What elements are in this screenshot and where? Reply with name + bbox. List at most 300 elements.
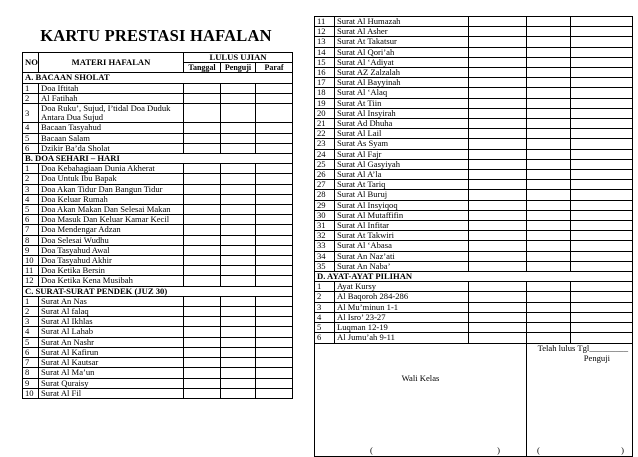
penguji-cell — [527, 180, 571, 190]
tanggal-cell — [469, 139, 527, 149]
tanggal-cell — [469, 333, 527, 343]
penguji-cell — [221, 347, 256, 357]
paraf-cell — [256, 378, 293, 388]
penguji-sign-cell — [527, 343, 633, 456]
row-number: 1 — [23, 296, 39, 306]
table-row — [23, 143, 293, 153]
row-materi: Surat AZ Zalzalah — [335, 68, 469, 78]
tanggal-cell — [469, 170, 527, 180]
penguji-cell — [527, 190, 571, 200]
penguji-cell — [527, 292, 571, 302]
table-header-row — [23, 53, 293, 63]
paraf-cell — [256, 388, 293, 398]
header-tanggal: Tanggal — [184, 63, 221, 73]
penguji-cell — [221, 174, 256, 184]
table-row — [315, 68, 633, 78]
penguji-cell — [527, 231, 571, 241]
row-number: 9 — [23, 378, 39, 388]
paraf-cell — [256, 296, 293, 306]
row-materi: Doa Selesai Wudhu — [39, 235, 184, 245]
tanggal-cell — [469, 149, 527, 159]
tanggal-cell — [469, 251, 527, 261]
penguji-cell — [221, 307, 256, 317]
bracket-open: ( — [537, 445, 540, 456]
row-number: 10 — [23, 256, 39, 266]
tanggal-cell — [184, 235, 221, 245]
row-materi: Surat Al Asher — [335, 27, 469, 37]
paraf-cell — [256, 174, 293, 184]
wali-kelas-label: Wali Kelas — [401, 372, 440, 383]
table-row — [23, 194, 293, 204]
paraf-cell — [256, 276, 293, 286]
tanggal-cell — [184, 83, 221, 93]
penguji-cell — [221, 296, 256, 306]
paraf-cell — [256, 123, 293, 133]
tanggal-cell — [469, 129, 527, 139]
tanggal-cell — [469, 180, 527, 190]
penguji-cell — [221, 378, 256, 388]
paraf-cell — [571, 323, 633, 333]
penguji-cell — [527, 170, 571, 180]
left-table-body — [23, 73, 293, 399]
row-number: 4 — [23, 194, 39, 204]
tanggal-cell — [184, 143, 221, 153]
row-materi: Bacaan Salam — [39, 133, 184, 143]
tanggal-cell — [184, 368, 221, 378]
row-materi: Surat At Takatsur — [335, 37, 469, 47]
tanggal-cell — [469, 261, 527, 271]
row-materi: Surat Al Ma’un — [39, 368, 184, 378]
penguji-cell — [221, 184, 256, 194]
row-number: 3 — [23, 317, 39, 327]
row-materi: Surat At Tiin — [335, 98, 469, 108]
row-number: 9 — [23, 245, 39, 255]
header-materi: MATERI HAFALAN — [39, 53, 184, 73]
paraf-cell — [571, 210, 633, 220]
row-number: 3 — [315, 302, 335, 312]
tanggal-cell — [469, 68, 527, 78]
table-row — [315, 210, 633, 220]
penguji-cell — [221, 358, 256, 368]
table-row — [315, 57, 633, 67]
table-row — [315, 261, 633, 271]
row-number: 4 — [23, 123, 39, 133]
table-row — [23, 174, 293, 184]
penguji-cell — [527, 251, 571, 261]
table-row — [23, 388, 293, 398]
row-number: 4 — [23, 327, 39, 337]
row-number: 5 — [23, 133, 39, 143]
header-no: NO — [23, 53, 39, 73]
paraf-cell — [571, 149, 633, 159]
penguji-cell — [527, 88, 571, 98]
row-materi: Doa Iftitah — [39, 83, 184, 93]
row-materi: Surat Al A’la — [335, 170, 469, 180]
bracket-open: ( — [370, 445, 373, 456]
tanggal-cell — [469, 200, 527, 210]
tanggal-cell — [469, 159, 527, 169]
section-header-row — [315, 272, 633, 282]
tanggal-cell — [469, 221, 527, 231]
row-materi: Surat An Naba’ — [335, 261, 469, 271]
paraf-cell — [256, 83, 293, 93]
paraf-cell — [256, 215, 293, 225]
penguji-cell — [527, 17, 571, 27]
tanggal-cell — [184, 378, 221, 388]
section-title: B. DOA SEHARI – HARI — [23, 154, 293, 164]
table-row — [23, 245, 293, 255]
tanggal-cell — [469, 302, 527, 312]
paraf-cell — [571, 129, 633, 139]
penguji-cell — [221, 276, 256, 286]
tanggal-cell — [469, 57, 527, 67]
row-materi: Doa Masuk Dan Keluar Kamar Kecil — [39, 215, 184, 225]
hafalan-table-left — [22, 52, 293, 399]
paraf-cell — [571, 200, 633, 210]
paraf-cell — [256, 104, 293, 123]
section-header-row — [23, 73, 293, 83]
row-materi: Doa Mendengar Adzan — [39, 225, 184, 235]
penguji-cell — [221, 205, 256, 215]
table-row — [315, 292, 633, 302]
row-materi: Surat Al Fil — [39, 388, 184, 398]
paraf-cell — [571, 68, 633, 78]
section-title: A. BACAAN SHOLAT — [23, 73, 293, 83]
table-row — [315, 27, 633, 37]
table-row — [23, 347, 293, 357]
row-materi: Doa Akan Makan Dan Selesai Makan — [39, 205, 184, 215]
table-row — [23, 235, 293, 245]
table-row — [315, 119, 633, 129]
penguji-cell — [527, 302, 571, 312]
paraf-cell — [571, 119, 633, 129]
tanggal-cell — [184, 205, 221, 215]
penguji-cell — [221, 327, 256, 337]
penguji-cell — [527, 241, 571, 251]
row-number: 6 — [315, 333, 335, 343]
row-materi: Al Fatihah — [39, 93, 184, 103]
tanggal-cell — [184, 266, 221, 276]
penguji-cell — [527, 323, 571, 333]
row-materi: Ayat Kursy — [335, 282, 469, 292]
penguji-cell — [221, 143, 256, 153]
row-number: 28 — [315, 190, 335, 200]
row-materi: Surat Al Qori’ah — [335, 47, 469, 57]
row-materi: Surat Al Kafirun — [39, 347, 184, 357]
row-number: 5 — [315, 323, 335, 333]
penguji-cell — [527, 312, 571, 322]
table-row — [23, 104, 293, 123]
row-materi: Surat Ad Dhuha — [335, 119, 469, 129]
penguji-cell — [221, 317, 256, 327]
tanggal-cell — [469, 210, 527, 220]
tanggal-cell — [184, 164, 221, 174]
paraf-cell — [571, 251, 633, 261]
row-materi: Doa Tasyahud Akhir — [39, 256, 184, 266]
penguji-cell — [221, 104, 256, 123]
paraf-cell — [571, 98, 633, 108]
penguji-cell — [221, 164, 256, 174]
row-materi: Surat Al Buruj — [335, 190, 469, 200]
paraf-cell — [256, 133, 293, 143]
row-number: 13 — [315, 37, 335, 47]
row-materi: Surat Quraisy — [39, 378, 184, 388]
tanggal-cell — [184, 225, 221, 235]
table-row — [315, 302, 633, 312]
table-row — [315, 251, 633, 261]
row-number: 5 — [23, 337, 39, 347]
tanggal-cell — [184, 245, 221, 255]
row-materi: Surat Al Humazah — [335, 17, 469, 27]
penguji-cell — [527, 78, 571, 88]
tanggal-cell — [469, 78, 527, 88]
paraf-cell — [571, 292, 633, 302]
penguji-cell — [221, 194, 256, 204]
penguji-cell — [221, 368, 256, 378]
row-materi: Surat An Nas — [39, 296, 184, 306]
paraf-cell — [256, 164, 293, 174]
paraf-cell — [256, 327, 293, 337]
paraf-cell — [256, 205, 293, 215]
tanggal-cell — [184, 317, 221, 327]
tanggal-cell — [469, 119, 527, 129]
row-number: 4 — [315, 312, 335, 322]
row-materi: Doa Untuk Ibu Bapak — [39, 174, 184, 184]
penguji-cell — [527, 98, 571, 108]
paraf-cell — [256, 317, 293, 327]
table-row — [23, 93, 293, 103]
penguji-cell — [527, 149, 571, 159]
tanggal-cell — [184, 327, 221, 337]
row-materi: Surat Al Fajr — [335, 149, 469, 159]
tanggal-cell — [469, 190, 527, 200]
row-materi: Surat Al Ikhlas — [39, 317, 184, 327]
row-materi: Surat Al Bayyinah — [335, 78, 469, 88]
penguji-cell — [221, 337, 256, 347]
page-title: KARTU PRESTASI HAFALAN — [40, 26, 272, 45]
tanggal-cell — [184, 93, 221, 103]
wali-kelas-signature-line — [370, 446, 500, 455]
paraf-cell — [256, 245, 293, 255]
penguji-cell — [221, 83, 256, 93]
tanggal-cell — [469, 98, 527, 108]
tanggal-cell — [184, 174, 221, 184]
row-number: 32 — [315, 231, 335, 241]
tanggal-cell — [184, 215, 221, 225]
penguji-cell — [221, 93, 256, 103]
penguji-cell — [221, 388, 256, 398]
row-number: 2 — [23, 93, 39, 103]
row-materi: Surat An Nashr — [39, 337, 184, 347]
row-number: 31 — [315, 221, 335, 231]
row-number: 19 — [315, 98, 335, 108]
row-materi: Surat Al ‘Alaq — [335, 88, 469, 98]
table-row — [315, 333, 633, 343]
paraf-cell — [571, 108, 633, 118]
header-lulus-ujian: LULUS UJIAN — [184, 53, 293, 63]
penguji-cell — [527, 47, 571, 57]
table-row — [23, 215, 293, 225]
tanggal-cell — [184, 184, 221, 194]
penguji-cell — [527, 210, 571, 220]
paraf-cell — [571, 190, 633, 200]
row-materi: Doa Ketika Bersin — [39, 266, 184, 276]
row-number: 12 — [315, 27, 335, 37]
penguji-label: Penguji — [583, 352, 610, 363]
penguji-cell — [527, 27, 571, 37]
row-materi: Doa Tasyahud Awal — [39, 245, 184, 255]
tanggal-cell — [469, 312, 527, 322]
row-number: 2 — [315, 292, 335, 302]
paraf-cell — [256, 194, 293, 204]
row-materi: Doa Keluar Rumah — [39, 194, 184, 204]
row-number: 21 — [315, 119, 335, 129]
table-row — [315, 312, 633, 322]
row-number: 3 — [23, 104, 39, 123]
paraf-cell — [256, 235, 293, 245]
tanggal-cell — [469, 282, 527, 292]
tanggal-cell — [184, 104, 221, 123]
wali-kelas-cell — [315, 343, 527, 456]
row-number: 8 — [23, 368, 39, 378]
tanggal-cell — [469, 231, 527, 241]
row-number: 34 — [315, 251, 335, 261]
penguji-cell — [527, 159, 571, 169]
row-number: 1 — [23, 164, 39, 174]
row-materi: Surat Al Mutaffifin — [335, 210, 469, 220]
tanggal-cell — [469, 17, 527, 27]
table-row — [315, 159, 633, 169]
row-number: 18 — [315, 88, 335, 98]
paraf-cell — [571, 333, 633, 343]
tanggal-cell — [184, 358, 221, 368]
penguji-cell — [221, 133, 256, 143]
row-materi: Surat At Takwiri — [335, 231, 469, 241]
row-number: 26 — [315, 170, 335, 180]
penguji-cell — [527, 139, 571, 149]
row-number: 20 — [315, 108, 335, 118]
paraf-cell — [256, 184, 293, 194]
row-materi: Surat Al Insyiqoq — [335, 200, 469, 210]
paraf-cell — [571, 282, 633, 292]
table-row — [315, 180, 633, 190]
row-number: 2 — [23, 307, 39, 317]
paraf-cell — [256, 358, 293, 368]
penguji-cell — [527, 57, 571, 67]
paraf-cell — [256, 368, 293, 378]
row-number: 7 — [23, 225, 39, 235]
paraf-cell — [256, 93, 293, 103]
row-number: 30 — [315, 210, 335, 220]
row-materi: Surat Al Insyirah — [335, 108, 469, 118]
section-header-row — [23, 286, 293, 296]
tanggal-cell — [469, 37, 527, 47]
tanggal-cell — [469, 323, 527, 333]
table-row — [23, 184, 293, 194]
header-penguji: Penguji — [221, 63, 256, 73]
paraf-cell — [256, 347, 293, 357]
row-materi: Surat Al Infitar — [335, 221, 469, 231]
tanggal-cell — [184, 388, 221, 398]
penguji-cell — [527, 333, 571, 343]
telah-lulus-label: Telah lulus Tgl_________ — [537, 343, 628, 353]
penguji-cell — [221, 123, 256, 133]
row-number: 27 — [315, 180, 335, 190]
right-table-body — [315, 17, 633, 457]
penguji-cell — [221, 215, 256, 225]
row-materi: Dzikir Ba’da Sholat — [39, 143, 184, 153]
penguji-cell — [221, 235, 256, 245]
table-row — [23, 266, 293, 276]
row-materi: Surat As Syam — [335, 139, 469, 149]
row-number: 8 — [23, 235, 39, 245]
row-number: 1 — [23, 83, 39, 93]
penguji-cell — [527, 261, 571, 271]
penguji-cell — [527, 108, 571, 118]
paraf-cell — [256, 225, 293, 235]
row-number: 11 — [315, 17, 335, 27]
signature-row — [315, 343, 633, 456]
table-row — [23, 358, 293, 368]
row-number: 24 — [315, 149, 335, 159]
paraf-cell — [571, 180, 633, 190]
bracket-close: ) — [621, 445, 624, 456]
row-number: 5 — [23, 205, 39, 215]
paraf-cell — [256, 337, 293, 347]
table-row — [315, 221, 633, 231]
table-row — [23, 327, 293, 337]
paraf-cell — [571, 57, 633, 67]
table-row — [23, 205, 293, 215]
row-number: 17 — [315, 78, 335, 88]
row-materi: Surat At Tariq — [335, 180, 469, 190]
tanggal-cell — [469, 292, 527, 302]
paraf-cell — [256, 266, 293, 276]
row-number: 29 — [315, 200, 335, 210]
table-row — [315, 17, 633, 27]
table-row — [23, 123, 293, 133]
row-materi: Surat An Naz’ati — [335, 251, 469, 261]
tanggal-cell — [469, 241, 527, 251]
paraf-cell — [571, 159, 633, 169]
table-row — [23, 225, 293, 235]
row-materi: Surat Al Lail — [335, 129, 469, 139]
table-row — [315, 231, 633, 241]
table-row — [315, 47, 633, 57]
row-materi: Doa Ruku’, Sujud, I’tidal Doa Duduk Antara Dua Sujud — [39, 104, 184, 123]
tanggal-cell — [184, 133, 221, 143]
table-row — [23, 276, 293, 286]
table-row — [23, 307, 293, 317]
tanggal-cell — [469, 108, 527, 118]
table-row — [315, 170, 633, 180]
row-number: 6 — [23, 143, 39, 153]
paraf-cell — [256, 256, 293, 266]
row-number: 23 — [315, 139, 335, 149]
paraf-cell — [571, 241, 633, 251]
row-materi: Surat Al ‘Abasa — [335, 241, 469, 251]
table-row — [315, 282, 633, 292]
paraf-cell — [571, 261, 633, 271]
row-number: 1 — [315, 282, 335, 292]
paraf-cell — [571, 302, 633, 312]
table-row — [23, 133, 293, 143]
table-row — [315, 190, 633, 200]
row-materi: Bacaan Tasyahud — [39, 123, 184, 133]
paraf-cell — [571, 170, 633, 180]
row-number: 2 — [23, 174, 39, 184]
tanggal-cell — [469, 88, 527, 98]
